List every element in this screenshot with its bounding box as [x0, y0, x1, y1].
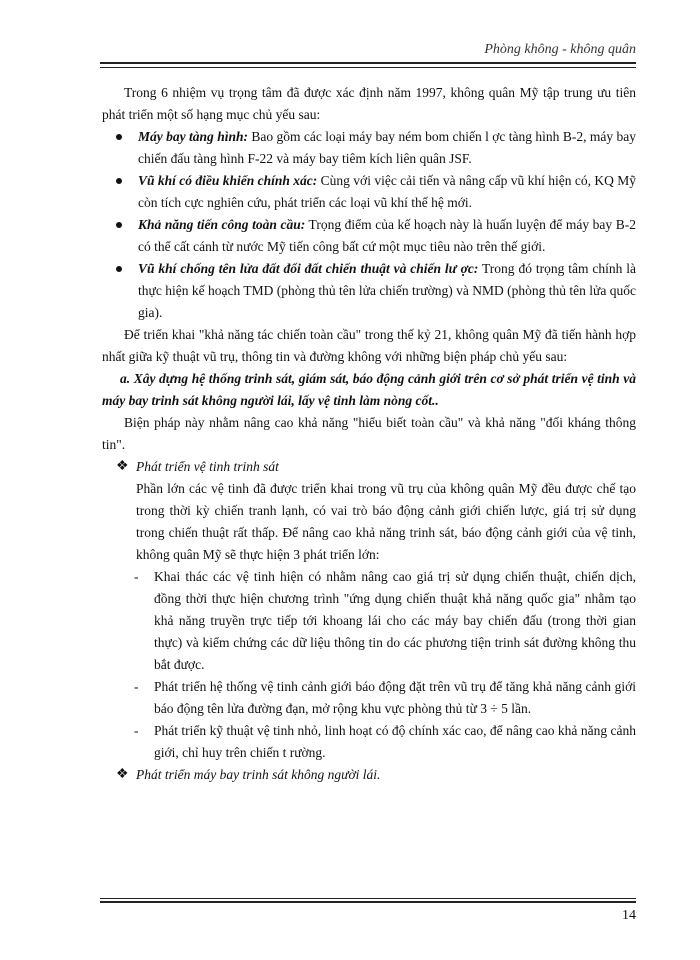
bullet-dot-icon [116, 222, 122, 228]
bullet-item [102, 126, 636, 170]
bullet-item [102, 170, 636, 214]
bullet-text: Cùng với việc cải tiến và nâng cấp vũ khí hiện có, KQ Mỹ còn tích cực nghiên cứu, phát triển các loại vũ khí thế hệ mới. [138, 173, 637, 210]
bullet-list [102, 126, 636, 324]
dash-item [136, 566, 636, 676]
footer-rule-thick [100, 901, 636, 903]
subsection-heading-text: Phát triển vệ tinh trinh sát [136, 459, 279, 474]
dash-item-text: Khai thác các vệ tinh hiện có nhằm nâng cao giá trị sử dụng chiến thuật, chiến dịch, đồng thời thực hiện chương trình "ứng dụng chiến thuật khả năng quốc gia" nhằm tạo khả năng truyền trực tiếp tới khoang lái cho các máy bay chiến đấu (trong thời gian thực) và kiểm chứng các dữ liệu thông tin do các phương tiện trinh sát đường không thu bắt được. [154, 569, 636, 672]
dash-item-text: Phát triển kỹ thuật vệ tinh nhỏ, linh hoạt có độ chính xác cao, để nâng cao khả năng cảnh giới, chỉ huy trên chiến t rường. [154, 723, 636, 760]
header-rule [100, 62, 636, 64]
bullet-term: Vũ khí có điều khiển chính xác: [138, 173, 318, 188]
dash-icon: - [134, 569, 139, 584]
measure-a-paragraph: Biện pháp này nhằm nâng cao khả năng "hiểu biết toàn cầu" và khả năng "đối kháng thông tin". [102, 415, 636, 452]
page-body [102, 82, 636, 786]
page-number: 14 [622, 908, 636, 923]
bullet-item [102, 214, 636, 258]
page-footer [100, 898, 636, 923]
bullet-text: Trong đó trọng tâm chính là thực hiện kế hoạch TMD (phòng thủ tên lửa chiến trường) và NMD (phòng thủ tên lửa quốc gia). [138, 261, 637, 320]
subsection-heading-satellite [102, 456, 636, 478]
footer-rule [100, 898, 636, 899]
diamond-bullet-icon: ❖ [116, 459, 129, 474]
dash-item [136, 720, 636, 764]
bullet-text: Bao gồm các loại máy bay ném bom chiến l ợc tàng hình B-2, máy bay chiến đấu tàng hình F-22 và máy bay tiêm kích liên quân JSF. [138, 129, 636, 166]
dash-icon: - [134, 679, 139, 694]
satellite-paragraph: Phần lớn các vệ tinh đã được triển khai trong vũ trụ của không quân Mỹ đều được chế tạo trong thời kỳ chiến tranh lạnh, có vai trò báo động cảnh giới chiến lược, giá trị sử dụng trong chiến thuật rất thấp. Để nâng cao khả năng trinh sát, báo động cảnh giới của vệ tinh, không quân Mỹ sẽ thực hiện 3 phát triển lớn: [136, 481, 636, 562]
dash-item [136, 676, 636, 720]
intro-paragraph: Trong 6 nhiệm vụ trọng tâm đã được xác định năm 1997, không quân Mỹ tập trung ưu tiên phát triển một số hạng mục chủ yếu sau: [102, 85, 636, 122]
bullet-term: Vũ khí chống tên lửa đất đối đất chiến thuật và chiến lư ợc: [138, 261, 479, 276]
dash-icon: - [134, 723, 139, 738]
bullet-term: Khả năng tiến công toàn cầu: [138, 217, 306, 232]
bullet-dot-icon [116, 178, 122, 184]
header-rule-thin [100, 67, 636, 68]
subsection-heading-uav [102, 764, 636, 786]
dash-item-text: Phát triển hệ thống vệ tinh cảnh giới báo động đặt trên vũ trụ để tăng khả năng cảnh giới báo động tên lửa đường đạn, mở rộng khu vực phòng thủ từ 3 ÷ 5 lần. [154, 679, 636, 716]
subsection-heading-text: Phát triển máy bay trinh sát không người lái. [136, 767, 381, 782]
measures-intro-paragraph: Để triển khai "khả năng tác chiến toàn cầu" trong thế kỷ 21, không quân Mỹ đã tiến hành hợp nhất giữa kỹ thuật vũ trụ, thông tin và đường không với những biện pháp chủ yếu sau: [102, 327, 636, 364]
diamond-bullet-icon: ❖ [116, 767, 129, 782]
dash-list [102, 566, 636, 764]
header-title: Phòng không - không quân [484, 42, 636, 57]
bullet-dot-icon [116, 134, 122, 140]
measure-a-heading: a. Xây dựng hệ thống trinh sát, giám sát, báo động cảnh giới trên cơ sở phát triển vệ tinh và máy bay trinh sát không người lái, lấy vệ tinh làm nòng cốt.. [102, 371, 636, 408]
bullet-item [102, 258, 636, 324]
bullet-term: Máy bay tàng hình: [138, 129, 248, 144]
page-header [100, 40, 636, 64]
bullet-text: Trọng điểm của kế hoạch này là huấn luyện để máy bay B-2 có thể cất cánh từ nước Mỹ tiến công bất cứ một mục tiêu nào trên thế giới. [138, 217, 636, 254]
bullet-dot-icon [116, 266, 122, 272]
